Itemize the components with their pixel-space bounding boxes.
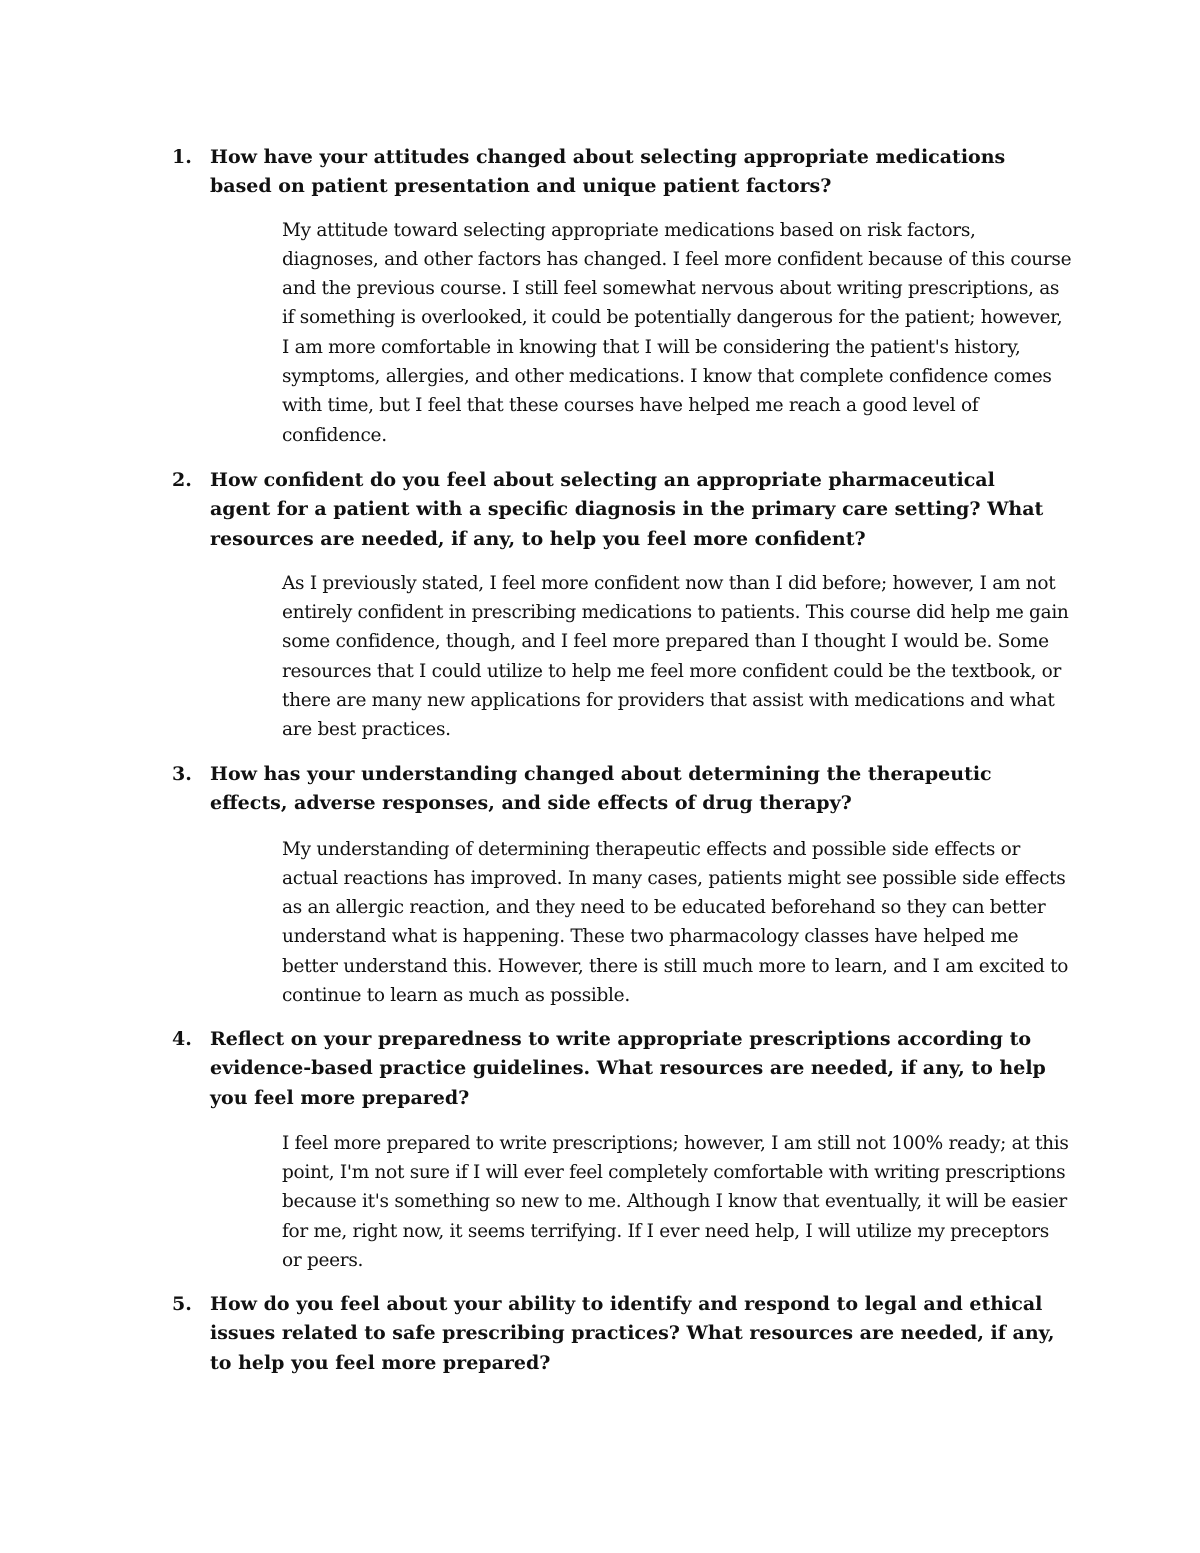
answer-text: As I previously stated, I feel more confident now than I did before; however, I am not entirely confident in prescribing medications to patients. This course did help me gain some confidence, though, and I feel more prepared than I thought I would be. Some resources that I could utilize to help me feel more confident could be the textbook, or there are many new applications for providers that assist with medications and what are best practices. (282, 572, 1069, 741)
question-text: How has your understanding changed about determining the therapeutic effects, adverse responses, and side effects of drug therapy? (210, 763, 992, 815)
question-number: 4. (172, 1028, 192, 1050)
question-item-3 (172, 760, 1072, 1010)
question-item-5 (172, 1290, 1072, 1378)
question-number: 1. (172, 146, 192, 168)
question-text: How do you feel about your ability to identify and respond to legal and ethical issues related to safe prescribing practices? What resources are needed, if any, to help you feel more prepared? (210, 1293, 1055, 1374)
question-item-4 (172, 1025, 1072, 1275)
answer-text: I feel more prepared to write prescriptions; however, I am still not 100% ready; at this point, I'm not sure if I will ever feel completely comfortable with writing prescriptions because it's something so new to me. Although I know that eventually, it will be easier for me, right now, it seems terrifying. If I ever need help, I will utilize my preceptors or peers. (282, 1132, 1069, 1272)
question-number: 5. (172, 1293, 192, 1315)
answer-text: My understanding of determining therapeutic effects and possible side effects or actual reactions has improved. In many cases, patients might see possible side effects as an allergic reaction, and they need to be educated beforehand so they can better understand what is happening. These two pharmacology classes have helped me better understand this. However, there is still much more to learn, and I am excited to continue to learn as much as possible. (282, 838, 1069, 1007)
question-item-1 (172, 143, 1072, 450)
question-text: How have your attitudes changed about selecting appropriate medications based on patient presentation and unique patient factors? (210, 146, 1006, 198)
answer-text: My attitude toward selecting appropriate medications based on risk factors, diagnoses, and other factors has changed. I feel more confident because of this course and the previous course. I still feel somewhat nervous about writing prescriptions, as if something is overlooked, it could be potentially dangerous for the patient; however, I am more comfortable in knowing that I will be considering the patient's history, symptoms, allergies, and other medications. I know that complete confidence comes with time, but I feel that these courses have helped me reach a good level of confidence. (282, 219, 1072, 446)
question-number: 3. (172, 763, 192, 785)
question-item-2 (172, 466, 1072, 745)
question-number: 2. (172, 469, 192, 491)
question-text: Reflect on your preparedness to write appropriate prescriptions according to evidence-based practice guidelines. What resources are needed, if any, to help you feel more prepared? (210, 1028, 1046, 1109)
question-text: How confident do you feel about selecting an appropriate pharmaceutical agent for a patient with a specific diagnosis in the primary care setting? What resources are needed, if any, to help you feel more confident? (210, 469, 1044, 550)
